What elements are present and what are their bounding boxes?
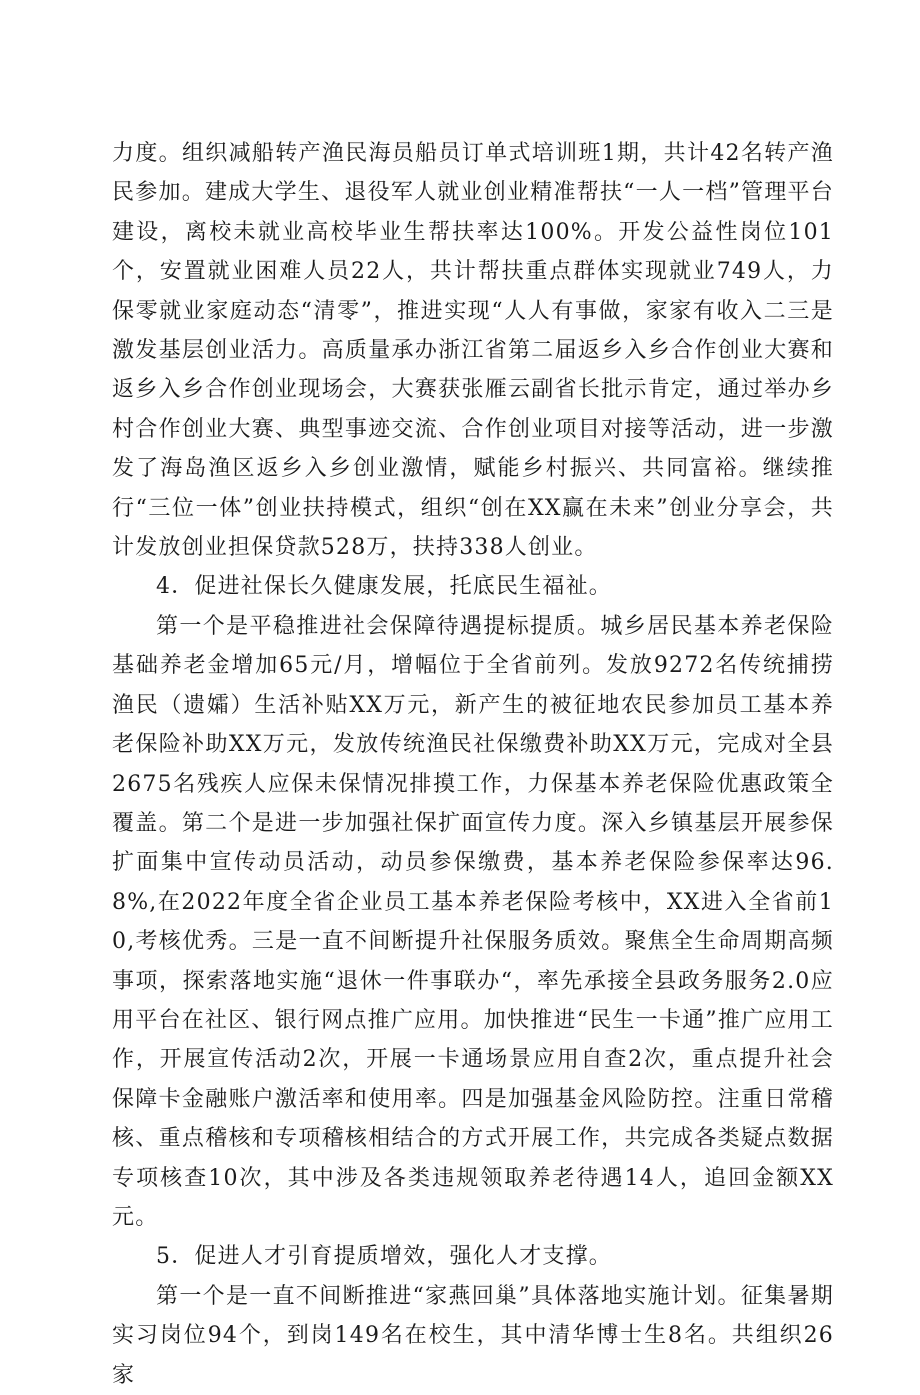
- document-body: [112, 134, 834, 1395]
- section-heading-4: 4．促进社保长久健康发展，托底民生福祉。: [156, 574, 612, 600]
- paragraph-continuation: 力度。组织减船转产渔民海员船员订单式培训班1期，共计42名转产渔民参加。建成大学生、退役军人就业创业精准帮扶“一人一档”管理平台建设，离校未就业高校毕业生帮扶率达100%。开发公益性岗位101个，安置就业困难人员22人，共计帮扶重点群体实现就业749人，力保零就业家庭动态“清零”，推进实现“人人有事做，家家有收入二三是激发基层创业活力。高质量承办浙江省第二届返乡入乡合作创业大赛和返乡入乡合作创业现场会，大赛获张雁云副省长批示肯定，通过举办乡村合作创业大赛、典型事迹交流、合作创业项目对接等活动，进一步激发了海岛渔区返乡入乡创业激情，赋能乡村振兴、共同富裕。继续推行“三位一体”创业扶持模式，组织“创在XX赢在未来”创业分享会，共计发放创业担保贷款528万，扶持338人创业。: [112, 141, 834, 561]
- section-heading-5: 5．促进人才引育提质增效，强化人才支撑。: [156, 1244, 612, 1270]
- paragraph-social-security: 第一个是平稳推进社会保障待遇提标提质。城乡居民基本养老保险基础养老金增加65元/月，增幅位于全省前列。发放9272名传统捕捞渔民（遗孀）生活补贴XX万元，新产生的被征地农民参加员工基本养老保险补助XX万元，发放传统渔民社保缴费补助XX万元，完成对全县2675名残疾人应保未保情况排摸工作，力保基本养老保险优惠政策全覆盖。第二个是进一步加强社保扩面宣传力度。深入乡镇基层开展参保扩面集中宣传动员活动，动员参保缴费，基本养老保险参保率达96.8%,在2022年度全省企业员工基本养老保险考核中，XX进入全省前10,考核优秀。三是一直不间断提升社保服务质效。聚焦全生命周期高频事项，探索落地实施“退休一件事联办“，率先承接全县政务服务2.0应用平台在社区、银行网点推广应用。加快推进“民生一卡通”推广应用工作，开展宣传活动2次，开展一卡通场景应用自查2次，重点提升社会保障卡金融账户激活率和使用率。四是加强基金风险防控。注重日常稽核、重点稽核和专项稽核相结合的方式开展工作，共完成各类疑点数据专项核查10次，其中涉及各类违规领取养老待遇14人，追回金额XX元。: [112, 613, 834, 1230]
- paragraph-talent: 第一个是一直不间断推进“家燕回巢”具体落地实施计划。征集暑期实习岗位94个，到岗149名在校生，其中清华博士生8名。共组织26家: [112, 1283, 834, 1388]
